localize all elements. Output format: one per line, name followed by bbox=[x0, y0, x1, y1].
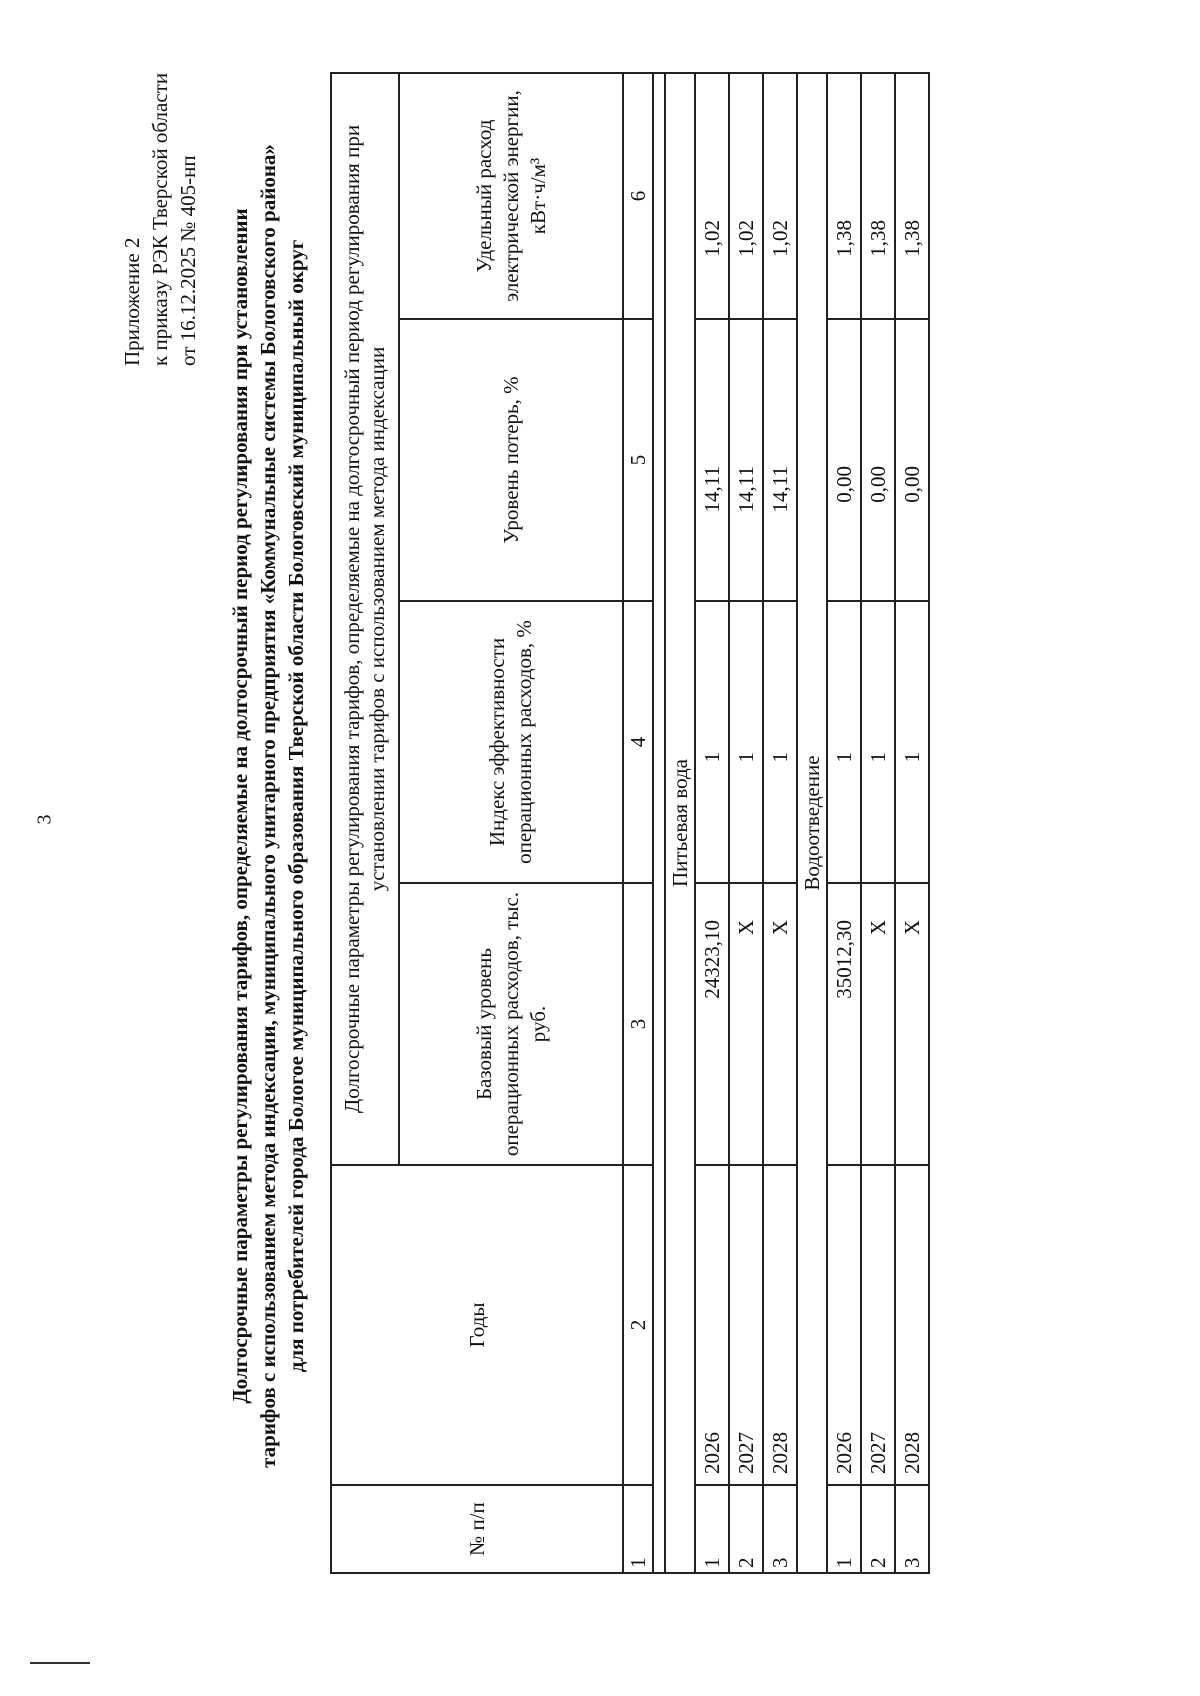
cell-index: 1 bbox=[763, 601, 797, 883]
header-row-group bbox=[331, 73, 399, 1573]
cell-loss: 14,11 bbox=[729, 319, 763, 601]
attachment-block bbox=[118, 73, 202, 366]
section-title-wastewater: Водоотведение bbox=[797, 73, 827, 1573]
table-row bbox=[695, 73, 729, 1573]
header-years: Годы bbox=[331, 1165, 623, 1485]
cell-energy: 1,02 bbox=[729, 73, 763, 319]
header-energy: Удельный расход электрической энергии, кВт·ч/м³ bbox=[399, 73, 623, 319]
column-number: 1 bbox=[623, 1485, 653, 1573]
cell-base: Х bbox=[763, 883, 797, 1165]
cell-base: 24323,10 bbox=[695, 883, 729, 1165]
page-number: 3 bbox=[33, 814, 56, 825]
title-line-2: тарифов с использованием метода индексации, муниципального унитарного предприятия «Коммунальные системы Бологовского района» bbox=[256, 144, 280, 1468]
cell-index: 1 bbox=[895, 601, 929, 883]
cell-loss: 0,00 bbox=[861, 319, 895, 601]
cell-energy: 1,02 bbox=[695, 73, 729, 319]
cell-loss: 0,00 bbox=[895, 319, 929, 601]
cell-energy: 1,38 bbox=[895, 73, 929, 319]
cell-index: 1 bbox=[729, 601, 763, 883]
cell-num: 3 bbox=[763, 1485, 797, 1573]
column-number-row bbox=[623, 73, 653, 1573]
cell-index: 1 bbox=[861, 601, 895, 883]
cell-num: 2 bbox=[729, 1485, 763, 1573]
section-row bbox=[665, 73, 695, 1573]
header-num: № п/п bbox=[331, 1485, 623, 1573]
cell-base: Х bbox=[729, 883, 763, 1165]
cell-loss: 14,11 bbox=[763, 319, 797, 601]
cell-energy: 1,02 bbox=[763, 73, 797, 319]
column-number: 6 bbox=[623, 73, 653, 319]
header-base: Базовый уровень операционных расходов, тыс. руб. bbox=[399, 883, 623, 1165]
cell-num: 3 bbox=[895, 1485, 929, 1573]
title-line-1: Долгосрочные параметры регулирования тарифов, определяемые на долгосрочный период регулирования при установлении bbox=[228, 208, 252, 1404]
cell-year: 2027 bbox=[729, 1165, 763, 1485]
table-row bbox=[729, 73, 763, 1573]
header-group: Долгосрочные параметры регулирования тарифов, определяемые на долгосрочный период регулирования при установлении тарифов с использованием метода индексации bbox=[331, 73, 399, 1165]
column-number: 3 bbox=[623, 883, 653, 1165]
column-number: 2 bbox=[623, 1165, 653, 1485]
section-row bbox=[797, 73, 827, 1573]
cell-energy: 1,38 bbox=[861, 73, 895, 319]
parameters-table bbox=[330, 72, 930, 1574]
cell-num: 2 bbox=[861, 1485, 895, 1573]
spacer-cell bbox=[653, 73, 665, 1573]
section-title-drinking-water: Питьевая вода bbox=[665, 73, 695, 1573]
attachment-line-1: Приложение 2 bbox=[120, 237, 144, 366]
cell-energy: 1,38 bbox=[827, 73, 861, 319]
table-wrapper bbox=[330, 90, 1200, 1574]
table-row bbox=[827, 73, 861, 1573]
attachment-line-3: от 16.12.2025 № 405-нп bbox=[176, 155, 200, 366]
cell-loss: 0,00 bbox=[827, 319, 861, 601]
cell-year: 2026 bbox=[695, 1165, 729, 1485]
attachment-line-2: к приказу РЭК Тверской области bbox=[148, 72, 172, 366]
cell-num: 1 bbox=[695, 1485, 729, 1573]
spacer-row bbox=[653, 73, 665, 1573]
cell-year: 2027 bbox=[861, 1165, 895, 1485]
table-row bbox=[895, 73, 929, 1573]
table-row bbox=[763, 73, 797, 1573]
cell-year: 2026 bbox=[827, 1165, 861, 1485]
column-number: 5 bbox=[623, 319, 653, 601]
cell-base: Х bbox=[895, 883, 929, 1165]
cell-base: Х bbox=[861, 883, 895, 1165]
header-index: Индекс эффективности операционных расходов, % bbox=[399, 601, 623, 883]
cell-num: 1 bbox=[827, 1485, 861, 1573]
cell-index: 1 bbox=[695, 601, 729, 883]
cell-year: 2028 bbox=[895, 1165, 929, 1485]
document-title bbox=[226, 96, 310, 1516]
header-loss: Уровень потерь, % bbox=[399, 319, 623, 601]
cell-base: 35012,30 bbox=[827, 883, 861, 1165]
cell-year: 2028 bbox=[763, 1165, 797, 1485]
title-line-3: для потребителей города Бологое муниципального образования Тверской области Бологовский муниципальный округ bbox=[284, 239, 308, 1373]
column-number: 4 bbox=[623, 601, 653, 883]
table-row bbox=[861, 73, 895, 1573]
cell-loss: 14,11 bbox=[695, 319, 729, 601]
cell-index: 1 bbox=[827, 601, 861, 883]
